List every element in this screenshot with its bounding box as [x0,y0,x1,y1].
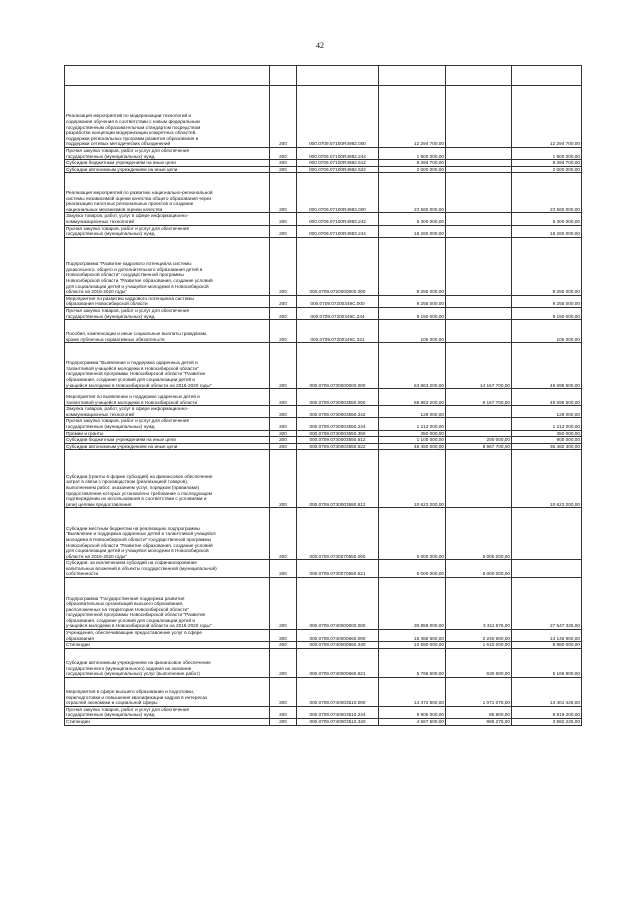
row-line-code-cell: 200 [270,648,297,677]
row-executed-cell [446,320,512,343]
budget-table [64,65,582,726]
row-unexecuted-cell: 9 255 000,00 [512,237,582,295]
row-name-cell [65,66,270,86]
row-name-cell: Прочая закупка товаров, работ и услуг для обеспечения государственных (муниципальных) нужд [65,225,270,237]
row-approved-cell: 2 000 000,00 [379,166,446,173]
row-executed-cell: 9 167 700,00 [446,389,512,406]
table-row [65,166,582,173]
row-name-cell: Закупка товаров, работ, услуг в сфере информационно- коммуникационных технологий [65,406,270,418]
table-row [65,443,582,450]
row-name-cell: Субсидии автономным учреждениям на иные цели [65,166,270,173]
row-unexecuted-cell: 350 000,00 [512,430,582,437]
row-executed-cell [446,237,512,295]
row-name-cell: Субсидии бюджетным учреждениям на иные цели [65,437,270,444]
table-row [65,630,582,642]
row-name-cell: Учреждения, обеспечивающие предоставление услуг в сфере образования [65,630,270,642]
row-name-cell: Премии и гранты [65,430,270,437]
table-row [65,578,582,630]
row-approved-cell: 16 386 500,00 [379,630,446,642]
row-approved-cell: 10 590 000,00 [379,642,446,649]
row-line-code-cell: 200 [270,508,297,560]
row-executed-cell [446,406,512,418]
row-budget-class-code-cell: 000.0709.0730003550.242 [297,406,379,418]
row-unexecuted-cell: 2 000 000,00 [512,166,582,173]
row-executed-cell [446,225,512,237]
row-unexecuted-cell: 5 300 000,00 [512,213,582,225]
row-name-cell: Мероприятия по развитию кадрового потенциала системы образования Новосибирской области [65,295,270,307]
row-name-cell: Субсидии бюджетным учреждениям на иные цели [65,160,270,167]
table-row [65,295,582,307]
row-approved-cell: 1 212 000,00 [379,418,446,430]
table-row [65,343,582,389]
table-row [65,648,582,677]
row-executed-cell [446,213,512,225]
row-unexecuted-cell: 8 980 000,00 [512,642,582,649]
row-approved-cell: 105 000,00 [379,320,446,343]
table-row [65,560,582,578]
table-row [65,677,582,706]
row-line-code-cell: 200 [270,430,297,437]
table-row [65,66,582,86]
row-executed-cell [446,450,512,508]
row-executed-cell: 5 000 000,00 [446,508,512,560]
row-line-code-cell: 200 [270,437,297,444]
row-approved-cell: 5 300 000,00 [379,213,446,225]
row-budget-class-code-cell: 000.0709.07100R4982.622 [297,166,379,173]
table-row [65,418,582,430]
row-executed-cell: 2 240 600,00 [446,630,512,642]
row-unexecuted-cell [512,66,582,86]
row-budget-class-code-cell: 000.0709.0730000000.000 [297,343,379,389]
table-row [65,719,582,726]
row-unexecuted-cell: 9 819 200,00 [512,706,582,718]
row-line-code-cell: 200 [270,443,297,450]
row-executed-cell: 200 000,00 [446,437,512,444]
row-unexecuted-cell: 3 582 225,00 [512,719,582,726]
row-approved-cell: 9 150 000,00 [379,307,446,319]
row-name-cell: Прочая закупка товаров, работ и услуг для обеспечения государственных (муниципальных) нужд [65,418,270,430]
row-executed-cell: 985 275,00 [446,719,512,726]
row-line-code-cell: 200 [270,86,297,148]
row-line-code-cell: 200 [270,642,297,649]
row-name-cell: Субсидии местным бюджетам на реализацию подпрограммы "Выявление и поддержка одаренных детей и талантливой учащейся молодежи в Новосибирской области" государственной программы Новосибирской области "Развитие образования, создание условий для социализации детей и учащейся молодежи в Новосибирской области на 2015-2020 годы" [65,508,270,560]
row-budget-class-code-cell: 000.0709.0740000660.000 [297,630,379,642]
row-executed-cell [446,148,512,160]
row-approved-cell: 18 260 000,00 [379,225,446,237]
row-executed-cell [446,166,512,173]
row-approved-cell: 128 000,00 [379,406,446,418]
row-executed-cell [446,173,512,213]
row-budget-class-code-cell: 000.0709.0730003550.612 [297,437,379,444]
row-executed-cell: 5 000 000,00 [446,560,512,578]
row-name-cell: Мероприятия в сфере высшего образования и подготовки, переподготовки и повышения квалификации кадров в интересах отраслей экономики и социальной сферы [65,677,270,706]
row-budget-class-code-cell: 000.0709.0730003550.000 [297,389,379,406]
row-line-code-cell: 200 [270,630,297,642]
row-budget-class-code-cell: 000.0709.0730003550.244 [297,418,379,430]
row-unexecuted-cell: 5 165 900,00 [512,648,582,677]
row-budget-class-code-cell [297,66,379,86]
row-budget-class-code-cell: 000.0709.07100R4982.000 [297,86,379,148]
row-unexecuted-cell [512,508,582,560]
row-name-cell: Пособия, компенсации и иные социальные выплаты гражданам, кроме публичных нормативных обязательств [65,320,270,343]
row-budget-class-code-cell: 000.0709.0720000000.000 [297,237,379,295]
row-executed-cell [446,86,512,148]
row-approved-cell: 30 859 000,00 [379,578,446,630]
row-executed-cell: 14 167 700,00 [446,343,512,389]
row-approved-cell: 5 796 500,00 [379,648,446,677]
row-budget-class-code-cell: 000.0709.0730070550.521 [297,560,379,578]
row-name-cell: Подпрограмма "Государственная поддержка развития образовательных организаций высшего образования, расположенных на территории Новосибирской области" государственной программы Новосибирской области "Развитие образования, создание условий для социализации детей и учащейся молодежи в Новосибирской области на 2015-2020 годы" [65,578,270,630]
row-approved-cell: 9 905 000,00 [379,706,446,718]
table-row [65,173,582,213]
table-row [65,450,582,508]
row-approved-cell: 9 255 000,00 [379,295,446,307]
row-unexecuted-cell: 49 695 500,00 [512,343,582,389]
row-executed-cell: 1 071 075,00 [446,677,512,706]
row-name-cell: Субсидии автономным учреждениям на иные цели [65,443,270,450]
row-name-cell: Прочая закупка товаров, работ и услуг для обеспечения государственных (муниципальных) нужд [65,307,270,319]
row-line-code-cell: 200 [270,450,297,508]
row-budget-class-code-cell: 000.0709.07100R4983.242 [297,213,379,225]
row-line-code-cell: 200 [270,160,297,167]
row-unexecuted-cell: 14 145 900,00 [512,630,582,642]
row-unexecuted-cell [512,560,582,578]
row-executed-cell [446,430,512,437]
row-unexecuted-cell: 1 212 000,00 [512,418,582,430]
row-executed-cell [446,307,512,319]
row-unexecuted-cell: 27 547 325,00 [512,578,582,630]
row-unexecuted-cell: 23 560 000,00 [512,173,582,213]
row-unexecuted-cell: 900 000,00 [512,437,582,444]
table-row [65,430,582,437]
row-name-cell: Субсидии автономным учреждениям на финансовое обеспечение государственного (муниципального) задания на оказание государственных (муниципальных) услуг (выполнение работ) [65,648,270,677]
row-budget-class-code-cell: 000.0709.07100R4983.244 [297,225,379,237]
table-row [65,642,582,649]
row-line-code-cell: 200 [270,166,297,173]
row-unexecuted-cell: 1 900 000,00 [512,148,582,160]
row-line-code-cell: 200 [270,307,297,319]
table-row [65,148,582,160]
row-line-code-cell: 200 [270,389,297,406]
row-unexecuted-cell: 13 401 425,00 [512,677,582,706]
row-budget-class-code-cell: 000.0709.0730003550.622 [297,443,379,450]
row-executed-cell [446,418,512,430]
row-name-cell: Реализация мероприятий по модернизации технологий и содержания обучения в соответствии с новым федеральным государственным образовательным стандартом посредством разработки концепции модернизации конкретных областей, поддержки региональных программ развития образования и поддержки сетевых методических объединений [65,86,270,148]
table-row [65,508,582,560]
row-unexecuted-cell: 36 482 300,00 [512,443,582,450]
row-name-cell: Мероприятия по выявлению и поддержке одаренных детей и талантливой учащейся молодежи в Новосибирской области [65,389,270,406]
row-executed-cell: 8 967 700,00 [446,443,512,450]
row-budget-class-code-cell: 000.0709.0740003510.000 [297,677,379,706]
row-executed-cell [446,66,512,86]
row-name-cell: Прочая закупка товаров, работ и услуг для обеспечения государственных (муниципальных) нужд [65,706,270,718]
row-unexecuted-cell: 9 150 000,00 [512,307,582,319]
row-executed-cell: 3 311 675,00 [446,578,512,630]
row-unexecuted-cell: 12 294 700,00 [512,86,582,148]
row-budget-class-code-cell: 000.0709.0740000000.000 [297,578,379,630]
row-approved-cell: 1 900 000,00 [379,148,446,160]
row-line-code-cell: 200 [270,237,297,295]
row-executed-cell: 630 600,00 [446,648,512,677]
row-budget-class-code-cell: 000.0709.0730003550.350 [297,430,379,437]
row-approved-cell: 14 472 500,00 [379,677,446,706]
table-row [65,437,582,444]
row-approved-cell: 58 863 200,00 [379,389,446,406]
row-line-code-cell: 200 [270,148,297,160]
row-name-cell: Закупка товаров, работ, услуг в сфере информационно- коммуникационных технологий [65,213,270,225]
row-unexecuted-cell: 10 623 200,00 [512,450,582,508]
row-approved-cell: 23 560 000,00 [379,173,446,213]
row-budget-class-code-cell: 000.0709.0740003510.244 [297,706,379,718]
row-budget-class-code-cell: 000.0709.0740000660.340 [297,642,379,649]
row-budget-class-code-cell: 000.0709.0740003510.340 [297,719,379,726]
row-approved-cell: 5 000 000,00 [379,508,446,560]
row-approved-cell [379,66,446,86]
row-line-code-cell: 200 [270,706,297,718]
row-line-code-cell: 200 [270,320,297,343]
row-budget-class-code-cell: 000.0709.07200349С.000 [297,295,379,307]
row-unexecuted-cell: 49 695 500,00 [512,389,582,406]
row-unexecuted-cell: 105 000,00 [512,320,582,343]
row-approved-cell: 350 000,00 [379,430,446,437]
row-budget-class-code-cell: 000.0709.07100R4983.000 [297,173,379,213]
row-approved-cell: 8 394 700,00 [379,160,446,167]
row-unexecuted-cell: 128 000,00 [512,406,582,418]
row-executed-cell [446,295,512,307]
row-line-code-cell: 200 [270,406,297,418]
row-budget-class-code-cell: 000.0709.0730070550.000 [297,508,379,560]
budget-table-body [65,66,582,726]
row-line-code-cell: 200 [270,213,297,225]
row-name-cell: Стипендии [65,642,270,649]
row-unexecuted-cell: 8 394 700,00 [512,160,582,167]
row-line-code-cell: 200 [270,719,297,726]
table-row [65,307,582,319]
row-name-cell: Субсидии, за исключением субсидий на софинансирование капитальных вложений в объекты государственной (муниципальной) собственности [65,560,270,578]
table-row [65,320,582,343]
row-line-code-cell: 200 [270,225,297,237]
row-executed-cell [446,160,512,167]
row-line-code-cell: 200 [270,418,297,430]
row-line-code-cell [270,66,297,86]
table-row [65,237,582,295]
page-number: 42 [316,41,324,50]
row-name-cell: Стипендии [65,719,270,726]
row-approved-cell: 9 255 000,00 [379,237,446,295]
table-row [65,160,582,167]
table-row [65,389,582,406]
row-line-code-cell: 200 [270,560,297,578]
row-unexecuted-cell: 9 255 000,00 [512,295,582,307]
row-approved-cell: 45 450 000,00 [379,443,446,450]
row-budget-class-code-cell: 000.0709.07200349С.321 [297,320,379,343]
row-approved-cell: 10 623 200,00 [379,450,446,508]
row-approved-cell: 12 294 700,00 [379,86,446,148]
table-row [65,213,582,225]
row-line-code-cell: 200 [270,578,297,630]
row-name-cell: Реализация мероприятий по развитию национально-региональной системы независимой оценки качества общего образования через реализацию пилотных региональных проектов и создание национальных механизмов оценки качества [65,173,270,213]
table-row [65,86,582,148]
row-line-code-cell: 200 [270,173,297,213]
row-budget-class-code-cell: 000.0709.07200349С.244 [297,307,379,319]
row-name-cell: Субсидии (гранты в форме субсидий) на финансовое обеспечение затрат в связи с производством (реализацией товаров), выполнением работ, оказанием услуг, порядком (правилами) предоставления которых установлено требование о последующем подтверждении их использования в соответствии с условиями и (или) целями предоставления [65,450,270,508]
row-unexecuted-cell: 18 260 000,00 [512,225,582,237]
row-approved-cell: 1 100 000,00 [379,437,446,444]
row-line-code-cell: 200 [270,295,297,307]
row-approved-cell: 5 000 000,00 [379,560,446,578]
row-approved-cell: 63 863 200,00 [379,343,446,389]
row-budget-class-code-cell: 000.0709.0740000660.621 [297,648,379,677]
row-line-code-cell: 200 [270,343,297,389]
row-line-code-cell: 200 [270,677,297,706]
row-name-cell: Прочая закупка товаров, работ и услуг для обеспечения государственных (муниципальных) нужд [65,148,270,160]
table-row [65,406,582,418]
row-budget-class-code-cell: 000.0709.0730003550.812 [297,450,379,508]
row-name-cell: Подпрограмма "Развитие кадрового потенциала системы дошкольного, общего и дополнительного образования детей в Новосибирской области" государственной программы Новосибирской области "Развитие образования, создание условий для социализации детей и учащейся молодежи в Новосибирской области на 2015-2020 годы" [65,237,270,295]
row-executed-cell: 1 610 000,00 [446,642,512,649]
row-name-cell: Подпрограмма "Выявление и поддержка одаренных детей и талантливой учащейся молодежи в Новосибирской области" государственной программы Новосибирской области "Развитие образования, создание условий для социализации детей и учащейся молодежи в Новосибирской области на 2015-2020 годы" [65,343,270,389]
table-row [65,706,582,718]
row-executed-cell: 85 800,00 [446,706,512,718]
row-budget-class-code-cell: 000.0709.07100R4982.612 [297,160,379,167]
row-approved-cell: 4 567 500,00 [379,719,446,726]
table-row [65,225,582,237]
row-budget-class-code-cell: 000.0709.07100R4982.244 [297,148,379,160]
